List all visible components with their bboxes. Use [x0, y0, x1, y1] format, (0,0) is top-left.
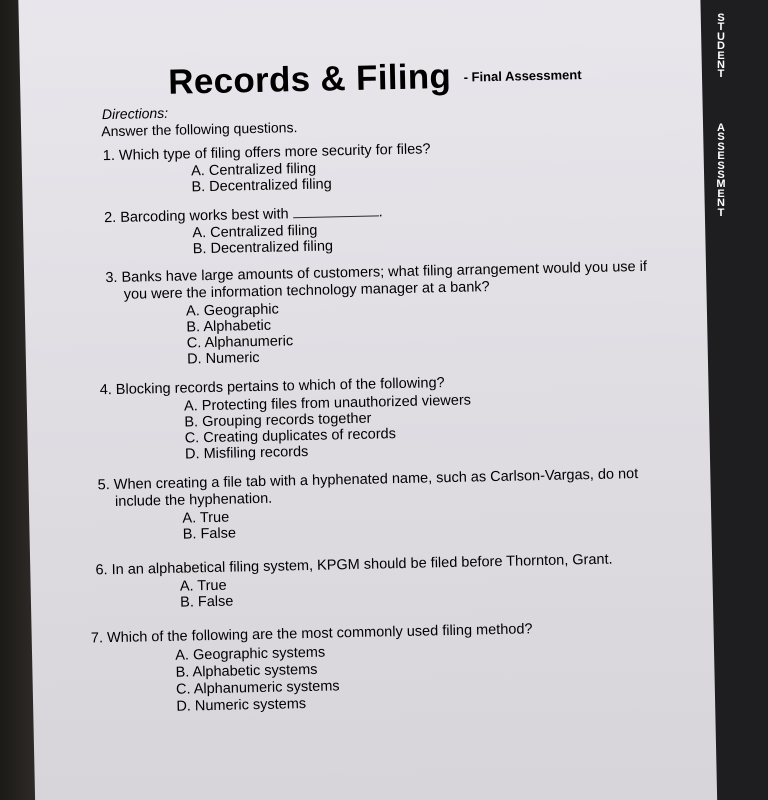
question-5-option-b: B. False	[182, 525, 237, 543]
question-7-option-c: C. Alphanumeric systems	[175, 678, 340, 698]
question-3-option-b: B. Alphabetic	[186, 317, 272, 336]
question-3-option-a: A. Geographic	[185, 301, 279, 320]
question-5-option-a: A. True	[182, 509, 230, 527]
question-3-option-c: C. Alphanumeric	[186, 333, 294, 352]
directions-label: Directions:	[101, 104, 169, 123]
question-6: 6. In an alphabetical filing system, KPGM should be filed before Thornton, Grant.	[95, 551, 613, 579]
question-2-text: 2. Barcoding works best with	[103, 206, 289, 227]
title-main: Records & Filing	[167, 56, 452, 102]
question-5-line-2: include the hyphenation.	[114, 490, 273, 510]
question-7: 7. Which of the following are the most commonly used filing method?	[90, 621, 533, 647]
page-title	[168, 54, 582, 103]
question-2	[104, 203, 383, 226]
question-4-option-a: A. Protecting files from unauthorized viewers	[183, 392, 472, 415]
side-banner-student: S T U D E N T	[717, 12, 725, 81]
question-1: 1. Which type of filing offers more security for files?	[102, 141, 431, 165]
question-4-option-b: B. Grouping records together	[184, 410, 372, 431]
instructions-text: Answer the following questions.	[101, 119, 298, 140]
question-4-option-c: C. Creating duplicates of records	[184, 426, 397, 447]
side-banner-assessment: A S S E S S M E N T	[716, 122, 726, 219]
question-4: 4. Blocking records pertains to which of the following?	[99, 375, 445, 399]
question-7-option-a: A. Geographic systems	[175, 644, 326, 664]
question-7-option-d: D. Numeric systems	[176, 696, 307, 715]
question-4-option-d: D. Misfiling records	[184, 443, 309, 463]
question-6-option-a: A. True	[179, 577, 227, 595]
question-5-line-1: 5. When creating a file tab with a hyphenated name, such as Carlson-Vargas, do not	[97, 466, 639, 494]
question-2-period: .	[378, 204, 383, 221]
answer-blank	[292, 203, 378, 218]
question-3-option-d: D. Numeric	[186, 349, 260, 368]
question-2-option-a: A. Centralized filing	[192, 222, 318, 242]
question-7-option-b: B. Alphabetic systems	[175, 661, 318, 681]
question-3-line-2: you were the information technology manager at a bank?	[123, 279, 490, 303]
question-3-line-1: 3. Banks have large amounts of customers; what filing arrangement would you use if	[105, 258, 648, 287]
question-2-option-b: B. Decentralized filing	[192, 238, 334, 258]
question-6-option-b: B. False	[180, 593, 234, 611]
question-1-option-b: B. Decentralized filing	[191, 176, 332, 196]
question-1-option-a: A. Centralized filing	[190, 160, 317, 180]
title-subtitle: - Final Assessment	[463, 67, 582, 85]
